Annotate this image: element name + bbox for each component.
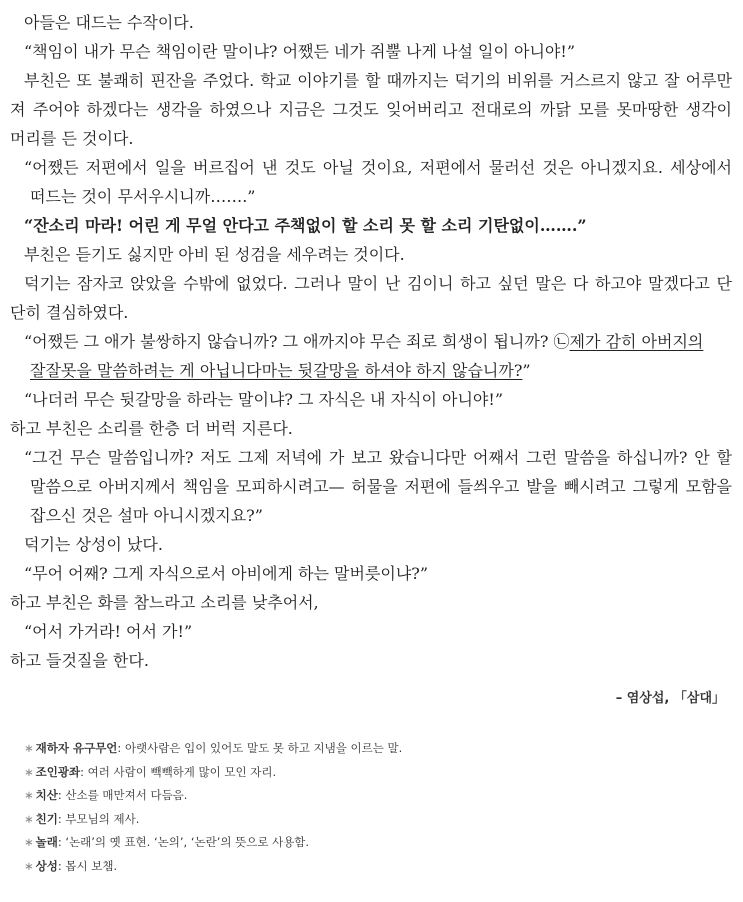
footnote: [24, 761, 402, 785]
asterisk-icon: ∗: [24, 788, 34, 802]
text-line: [0, 646, 732, 675]
footnote: [24, 784, 402, 808]
underlined-text: 잘잘못을 말씀하려는 게 아닙니다마는 뒷갈망을 하셔야 하지 않습니까?: [30, 361, 523, 380]
text-line: [0, 37, 732, 66]
line-text: 부친은 듣기도 싫지만 아비 된 성검을 세우려는 것이다.: [24, 245, 405, 264]
line-text: 떠드는 것이 무서우시니까…….”: [30, 187, 256, 206]
line-text: 부친은 또 불쾌히 핀잔을 주었다. 학교 이야기를 할 때까지는 덕기의 비위를 거스르지 않고 잘 어루만: [24, 71, 732, 90]
text-line: [0, 414, 732, 443]
line-text: 덕기는 잠자코 앉았을 수밖에 없었다. 그러나 말이 난 김이니 하고 싶던 말은 다 하고야 말겠다고 단: [24, 274, 732, 293]
text-line: [0, 588, 732, 617]
text-line: [0, 66, 732, 95]
footnote-definition: : 아랫사람은 입이 있어도 말도 못 하고 지냄을 이르는 말.: [117, 741, 403, 755]
line-text: 하고 들것질을 한다.: [10, 651, 149, 670]
text-line: [0, 472, 732, 501]
footnote-term: 놀래: [35, 835, 58, 849]
footnote-definition: : 여러 사람이 빽빽하게 많이 모인 자리.: [80, 764, 277, 779]
footnote: [24, 737, 402, 761]
line-text: “책임이 내가 무슨 책임이란 말이냐? 어쨌든 네가 쥐뿔 나게 나설 일이 아니야!”: [24, 42, 575, 61]
line-tail: ”: [522, 361, 531, 380]
story-text: [0, 8, 732, 675]
text-line: [0, 501, 732, 530]
line-text: 하고 부친은 화를 참느라고 소리를 낮추어서,: [10, 593, 319, 612]
line-text: “그건 무슨 말씀입니까? 저도 그제 저녁에 가 보고 왔습니다만 어째서 그런 말씀을 하십니까? 안 할: [24, 448, 732, 467]
line-text: “어쨌든 그 애가 불쌍하지 않습니까? 그 애까지야 무슨 죄로 희생이 됩니까?: [24, 332, 554, 351]
footnotes: [24, 737, 402, 878]
line-text: 말씀으로 아버지께서 책임을 모피하시려고— 허물을 저편에 들씌우고 발을 빼시려고 그렇게 모함을: [30, 477, 732, 496]
text-line: [0, 356, 732, 385]
footnote: [24, 831, 402, 855]
line-text: 져 주어야 하겠다는 생각을 하였으나 지금은 그것도 잊어버리고 전대로의 까닭 모를 못마땅한 생각이: [10, 100, 732, 119]
text-line: [0, 8, 732, 37]
text-line: [0, 617, 732, 646]
footnote-definition: : 몹시 보챔.: [57, 858, 118, 873]
footnote-definition: : 산소를 매만져서 다듬음.: [57, 788, 188, 802]
footnote: [24, 808, 402, 832]
line-text: “어서 가거라! 어서 가!”: [24, 622, 193, 641]
footnote-definition: : ‘논래’의 옛 표현. ‘논의’, ‘논란’의 뜻으로 사용함.: [57, 835, 310, 849]
text-line: [0, 95, 732, 124]
footnote: [24, 855, 402, 879]
source-citation: – 염상섭, 「삼대」: [615, 691, 725, 706]
footnote-term: 친기: [35, 811, 58, 826]
asterisk-icon: ∗: [24, 858, 34, 873]
asterisk-icon: ∗: [24, 741, 34, 755]
asterisk-icon: ∗: [24, 811, 34, 826]
text-line: [0, 240, 732, 269]
line-text: 머리를 든 것이다.: [10, 129, 134, 148]
line-text: “어쨌든 저편에서 일을 버르집어 낸 것도 아닐 것이요, 저편에서 물러선 것은 아니겠지요. 세상에서: [24, 158, 732, 177]
footnote-term: 조인광좌: [35, 764, 81, 779]
text-line: [0, 530, 732, 559]
text-line: [0, 559, 732, 588]
asterisk-icon: ∗: [24, 764, 34, 779]
text-line: [0, 124, 732, 153]
footnote-term: 상성: [35, 858, 58, 873]
text-line: [0, 182, 732, 211]
text-line: [0, 298, 732, 327]
text-line: [0, 269, 732, 298]
circled-marker: ㉡: [553, 332, 570, 351]
text-line: [0, 211, 732, 240]
footnote-term: 치산: [35, 788, 58, 802]
line-text: 하고 부친은 소리를 한층 더 버럭 지른다.: [10, 419, 293, 438]
text-line: [0, 443, 732, 472]
line-text: 아들은 대드는 수작이다.: [24, 13, 194, 32]
text-line: [0, 153, 732, 182]
underlined-text: 제가 감히 아버지의: [569, 332, 704, 351]
footnote-definition: : 부모님의 제사.: [57, 811, 140, 826]
line-text: “잔소리 마라! 어린 게 무얼 안다고 주책없이 할 소리 못 할 소리 기탄없이…….”: [24, 216, 587, 235]
line-text: “나더러 무슨 뒷갈망을 하라는 말이냐? 그 자식은 내 자식이 아니야!”: [24, 390, 503, 409]
text-line: [0, 327, 732, 356]
text-line: [0, 385, 732, 414]
line-text: “무어 어째? 그게 자식으로서 아비에게 하는 말버릇이냐?”: [24, 564, 429, 583]
line-text: 덕기는 상성이 났다.: [24, 535, 163, 554]
asterisk-icon: ∗: [24, 835, 34, 849]
line-text: 단히 결심하였다.: [10, 303, 129, 322]
line-text: 잡으신 것은 설마 아니시겠지요?”: [30, 506, 263, 525]
footnote-term: 재하자 유구무언: [35, 741, 118, 755]
